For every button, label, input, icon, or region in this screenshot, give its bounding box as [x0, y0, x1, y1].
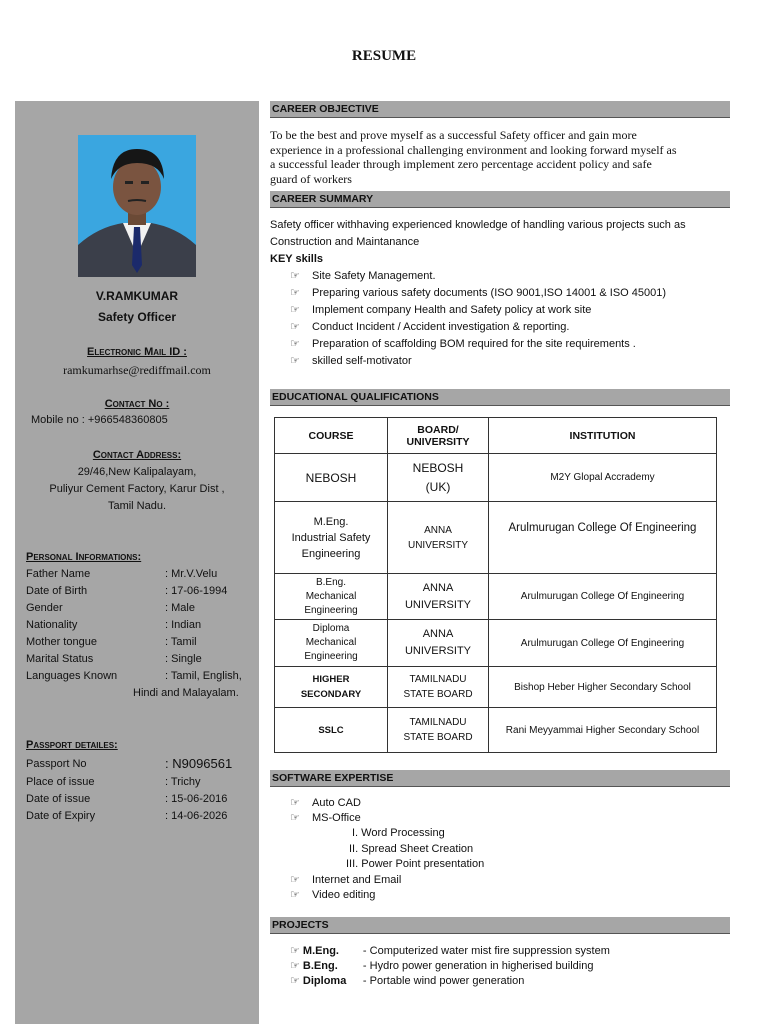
office-item: II. Spread Sheet Creation	[349, 842, 474, 855]
cell-course: B.Eng. Mechanical Engineering	[275, 574, 388, 620]
project-degree: Diploma	[302, 975, 347, 987]
passport-value: : 14-06-2026	[165, 810, 228, 822]
list-item: ☞ Auto CAD	[270, 796, 730, 811]
key-skills-label: KEY skills	[270, 253, 323, 265]
cell-institution: Bishop Heber Higher Secondary School	[489, 667, 717, 708]
info-value: : 17-06-1994	[165, 585, 228, 597]
section-header-software: SOFTWARE EXPERTISE	[270, 770, 730, 787]
passport-label: Passport detailes:	[26, 739, 118, 751]
info-value: Hindi and Malayalam.	[133, 687, 239, 699]
table-row	[275, 574, 717, 620]
list-item: ☞ Site Safety Management.	[270, 268, 730, 285]
cell-board: ANNA UNIVERSITY	[388, 620, 489, 667]
info-value: : Tamil, English,	[165, 670, 242, 682]
info-key: Nationality	[26, 619, 78, 631]
cell-institution: Arulmurugan College Of Engineering	[489, 620, 717, 667]
contact-label: Contact No :	[104, 398, 170, 410]
col-board: BOARD/ UNIVERSITY	[388, 418, 489, 454]
table-row	[275, 502, 717, 574]
cell-course: Diploma Mechanical Engineering	[275, 620, 388, 667]
info-key: Mother tongue	[26, 636, 97, 648]
section-header-summary: CAREER SUMMARY	[270, 191, 730, 208]
info-key: Date of Birth	[26, 585, 88, 597]
project-item: ☞ B.Eng. - Hydro power generation in higherised building	[290, 960, 594, 972]
cell-institution: Arulmurugan College Of Engineering	[489, 502, 717, 574]
education-table	[274, 417, 717, 753]
objective-text	[270, 128, 730, 186]
info-key: Marital Status	[26, 653, 94, 665]
project-degree: B.Eng.	[302, 960, 338, 972]
col-institution: INSTITUTION	[489, 418, 717, 454]
table-row	[275, 667, 717, 708]
list-item: ☞ Internet and Email	[270, 873, 730, 888]
table-row	[275, 454, 717, 502]
list-item: ☞ Preparing various safety documents (ISO 9001,ISO 14001 & ISO 45001)	[270, 285, 730, 302]
cell-board: TAMILNADU STATE BOARD	[388, 667, 489, 708]
cell-board: ANNA UNIVERSITY	[388, 574, 489, 620]
cell-board: TAMILNADU STATE BOARD	[388, 708, 489, 753]
list-item: ☞ Video editing	[270, 888, 730, 903]
info-key: Father Name	[26, 568, 91, 580]
cell-course: HIGHER SECONDARY	[275, 667, 388, 708]
project-desc: - Hydro power generation in higherised building	[362, 960, 594, 972]
cell-institution: Arulmurugan College Of Engineering	[489, 574, 717, 620]
info-key: Languages Known	[26, 670, 118, 682]
section-header-education: EDUCATIONAL QUALIFICATIONS	[270, 389, 730, 406]
project-desc: - Computerized water mist fire suppression system	[362, 945, 610, 957]
cell-course: NEBOSH	[275, 454, 388, 502]
info-key: Gender	[26, 602, 63, 614]
passport-key: Date of issue	[26, 793, 91, 805]
passport-value: : 15-06-2016	[165, 793, 228, 805]
section-header-objective: CAREER OBJECTIVE	[270, 101, 730, 118]
info-value: : Single	[165, 653, 202, 665]
cell-course: SSLC	[275, 708, 388, 753]
office-item: I. Word Processing	[352, 827, 445, 839]
address-line: Tamil Nadu.	[107, 500, 167, 512]
objective-line: guard of workers	[270, 171, 352, 186]
info-value: : Male	[165, 602, 195, 614]
list-item: ☞ Conduct Incident / Accident investigation & reporting.	[270, 319, 730, 336]
passport-value: : Trichy	[165, 776, 201, 788]
project-item: ☞ Diploma - Portable wind power generation	[290, 975, 525, 987]
person-name: V.RAMKUMAR	[95, 289, 179, 303]
page-title: RESUME	[351, 48, 417, 64]
passport-value: : N9096561	[165, 756, 233, 771]
col-course: COURSE	[275, 418, 388, 454]
section-header-projects: PROJECTS	[270, 917, 730, 934]
address-line: Puliyur Cement Factory, Karur Dist ,	[49, 483, 225, 495]
cell-board: NEBOSH (UK)	[388, 454, 489, 502]
project-degree: M.Eng.	[302, 945, 339, 957]
table-row	[275, 620, 717, 667]
mobile-number: Mobile no : +966548360805	[31, 414, 168, 426]
email-value[interactable]: ramkumarhse@rediffmail.com	[63, 363, 211, 377]
table-header-row	[275, 418, 717, 454]
table-row	[275, 708, 717, 753]
passport-key: Date of Expiry	[26, 810, 96, 822]
info-value: : Tamil	[165, 636, 197, 648]
list-item: ☞ MS-Office	[270, 811, 730, 826]
address-label: Contact Address:	[92, 449, 182, 461]
passport-key: Place of issue	[26, 776, 95, 788]
software-list	[270, 796, 730, 903]
cell-course: M.Eng. Industrial Safety Engineering	[275, 502, 388, 574]
objective-line: a successful leader through implement zero percentage accident policy and safe	[270, 157, 652, 171]
summary-line: Safety officer withhaving experienced knowledge of handling various projects such as	[270, 219, 686, 231]
profile-photo	[78, 135, 196, 277]
passport-key: Passport No	[26, 758, 87, 770]
project-item: ☞ M.Eng. - Computerized water mist fire suppression system	[290, 945, 610, 957]
list-item: ☞ Preparation of scaffolding BOM required for the site requirements .	[270, 336, 730, 353]
office-item: III. Power Point presentation	[346, 858, 485, 870]
email-label: Electronic Mail ID :	[87, 346, 187, 358]
key-skills-list	[270, 268, 730, 370]
objective-line: To be the best and prove myself as a successful Safety officer and gain more	[270, 128, 637, 142]
summary-text	[270, 217, 730, 370]
objective-line: experience in a professional challenging environment and looking forward myself as	[270, 142, 677, 157]
summary-line: Construction and Maintanance	[270, 236, 420, 248]
info-value: : Indian	[165, 619, 202, 631]
person-role: Safety Officer	[97, 310, 177, 324]
list-item: ☞ skilled self-motivator	[270, 353, 730, 370]
info-value: : Mr.V.Velu	[165, 568, 218, 580]
sidebar	[15, 101, 259, 1024]
project-desc: - Portable wind power generation	[362, 975, 525, 987]
cell-institution: M2Y Glopal Accrademy	[489, 454, 717, 502]
cell-board: ANNA UNIVERSITY	[388, 502, 489, 574]
cell-institution: Rani Meyyammai Higher Secondary School	[489, 708, 717, 753]
address-line: 29/46,New Kalipalayam,	[77, 466, 197, 478]
list-item: ☞ Implement company Health and Safety policy at work site	[270, 302, 730, 319]
personal-info-label: Personal Informations:	[26, 551, 142, 563]
